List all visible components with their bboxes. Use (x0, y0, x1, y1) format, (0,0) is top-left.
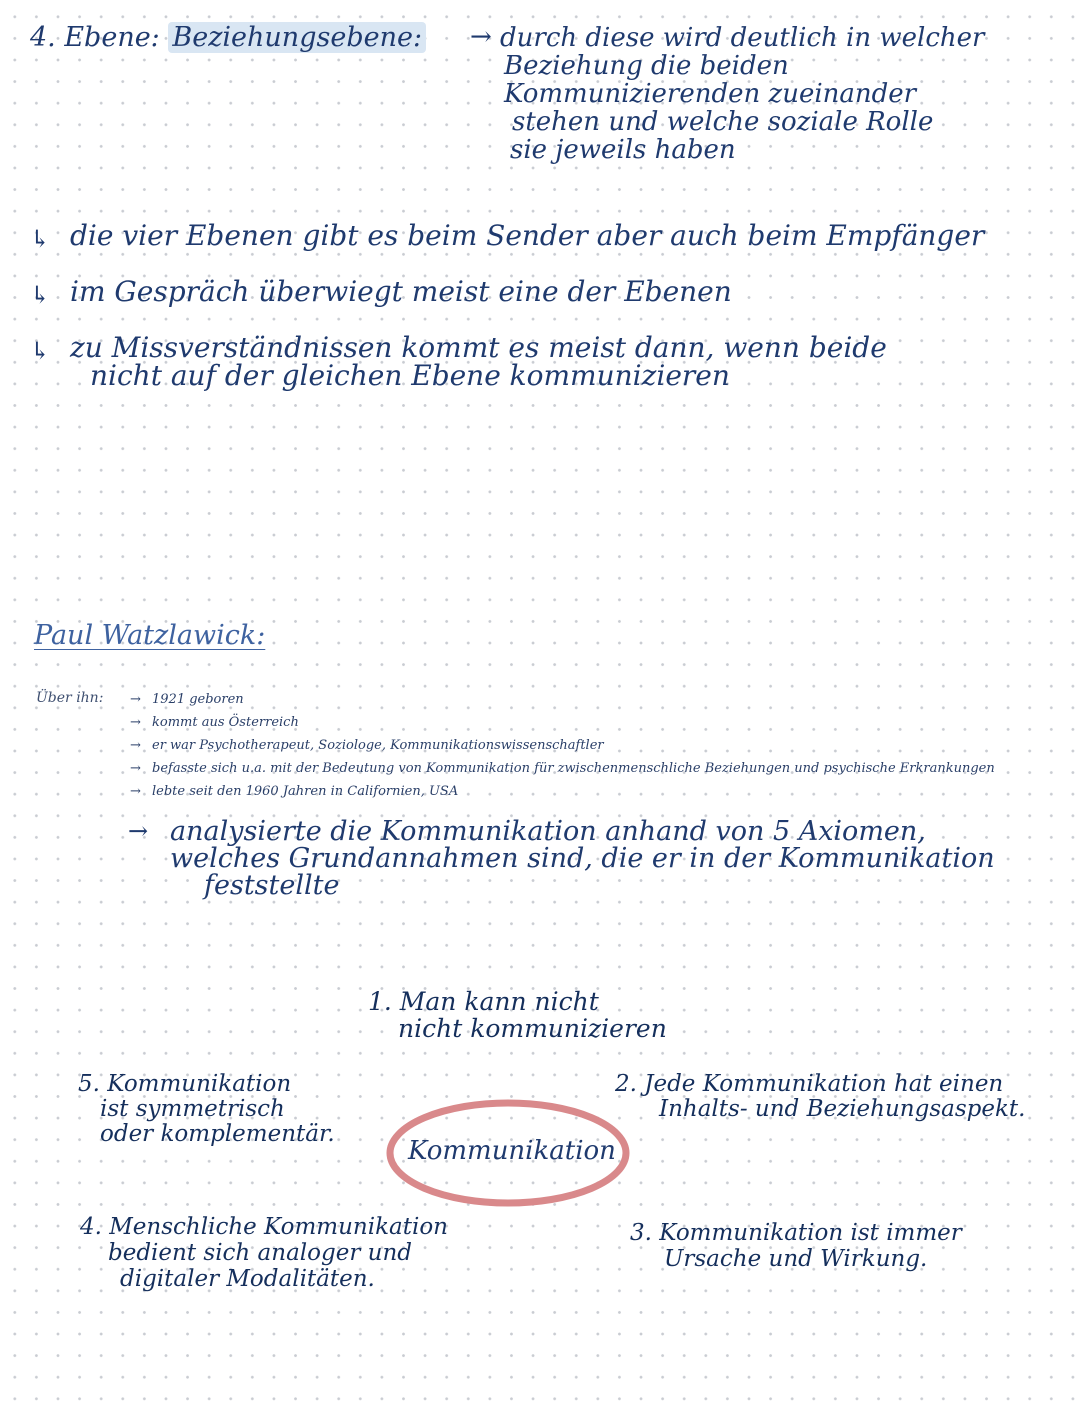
fact-item (130, 711, 995, 734)
arrow-right-icon: → (470, 22, 492, 52)
fact-text: befasste sich u.a. mit der Bedeutung von Kommunikation für zwischenmenschliche Beziehungen und psychische Erkrankungen (152, 761, 995, 776)
axiom-1 (368, 988, 667, 1042)
ebene-heading (30, 22, 426, 53)
watzlawick-title: Paul Watzlawick: (34, 620, 266, 651)
fact-text: lebte seit den 1960 Jahren in Californien, USA (152, 784, 459, 799)
arrow-right-icon: → (130, 692, 141, 707)
fact-text: 1921 geboren (152, 692, 244, 707)
fact-item (130, 734, 995, 757)
intro-line: feststellte (204, 870, 340, 901)
ebene-description (500, 24, 1078, 164)
arrow-right-icon: → (130, 761, 141, 776)
center-label: Kommunikation (408, 1136, 616, 1166)
ebene-highlight: Beziehungsebene: (168, 22, 426, 53)
axiom-intro (128, 818, 995, 899)
fact-list (130, 688, 995, 803)
bullet-text: die vier Ebenen gibt es beim Sender aber auch beim Empfänger (70, 219, 985, 252)
axiom-2 (615, 1072, 1025, 1122)
bullet-item (30, 219, 1075, 256)
ebene-line: Beziehung die beiden (504, 51, 789, 81)
arrow-turn-icon: ↳ (30, 337, 51, 365)
ebene-line: durch diese wird deutlich in welcher (500, 23, 985, 53)
bullet-text: im Gespräch überwiegt meist eine der Ebenen (70, 275, 732, 308)
axiom-4 (80, 1214, 448, 1292)
fact-item (130, 780, 995, 803)
fact-text: er war Psychotherapeut, Soziologe, Kommunikationswissenschaftler (152, 738, 604, 753)
axiom-line: nicht kommunizieren (398, 1014, 667, 1043)
arrow-right-icon: → (128, 817, 149, 845)
bullet-item (30, 331, 1075, 392)
ebene-prefix: 4. Ebene: (30, 22, 160, 53)
axiom-line: oder komplementär. (100, 1121, 335, 1147)
axiom-line: 1. Man kann nicht (368, 987, 599, 1016)
bullet-text: zu Missverständnissen kommt es meist dann, wenn beide (70, 331, 887, 364)
fact-text: kommt aus Österreich (152, 715, 299, 730)
bullet-item (30, 275, 1075, 312)
arrow-turn-icon: ↳ (30, 225, 51, 253)
fact-item (130, 688, 995, 711)
ebene-line: Kommunizierenden zueinander (504, 79, 917, 109)
intro-line: analysierte die Kommunikation anhand von 5 Axiomen, (170, 816, 926, 847)
arrow-right-icon: → (130, 715, 141, 730)
axiom-line: Ursache und Wirkung. (664, 1246, 928, 1272)
axiom-line: 2. Jede Kommunikation hat einen (615, 1071, 1004, 1097)
ebene-line: stehen und welche soziale Rolle (512, 107, 934, 137)
arrow-right-icon: → (130, 784, 141, 799)
arrow-right-icon: → (130, 738, 141, 753)
intro-line: welches Grundannahmen sind, die er in der Kommunikation (170, 843, 995, 874)
ebene-line: sie jeweils haben (510, 135, 736, 165)
axiom-line: ist symmetrisch (100, 1096, 285, 1122)
bullet-text: nicht auf der gleichen Ebene kommunizieren (90, 359, 730, 392)
arrow-turn-icon: ↳ (30, 281, 51, 309)
axiom-5 (78, 1072, 335, 1147)
bullet-list (30, 219, 1075, 412)
axiom-line: 5. Kommunikation (78, 1071, 292, 1097)
axiom-line: Inhalts- und Beziehungsaspekt. (659, 1096, 1026, 1122)
axiom-line: digitaler Modalitäten. (120, 1266, 375, 1292)
axiom-line: 3. Kommunikation ist immer (630, 1220, 962, 1246)
about-label: Über ihn: (36, 690, 104, 706)
axiom-line: bedient sich analoger und (108, 1240, 412, 1266)
fact-item (130, 757, 995, 780)
axiom-line: 4. Menschliche Kommunikation (80, 1214, 448, 1240)
axiom-3 (630, 1220, 962, 1272)
